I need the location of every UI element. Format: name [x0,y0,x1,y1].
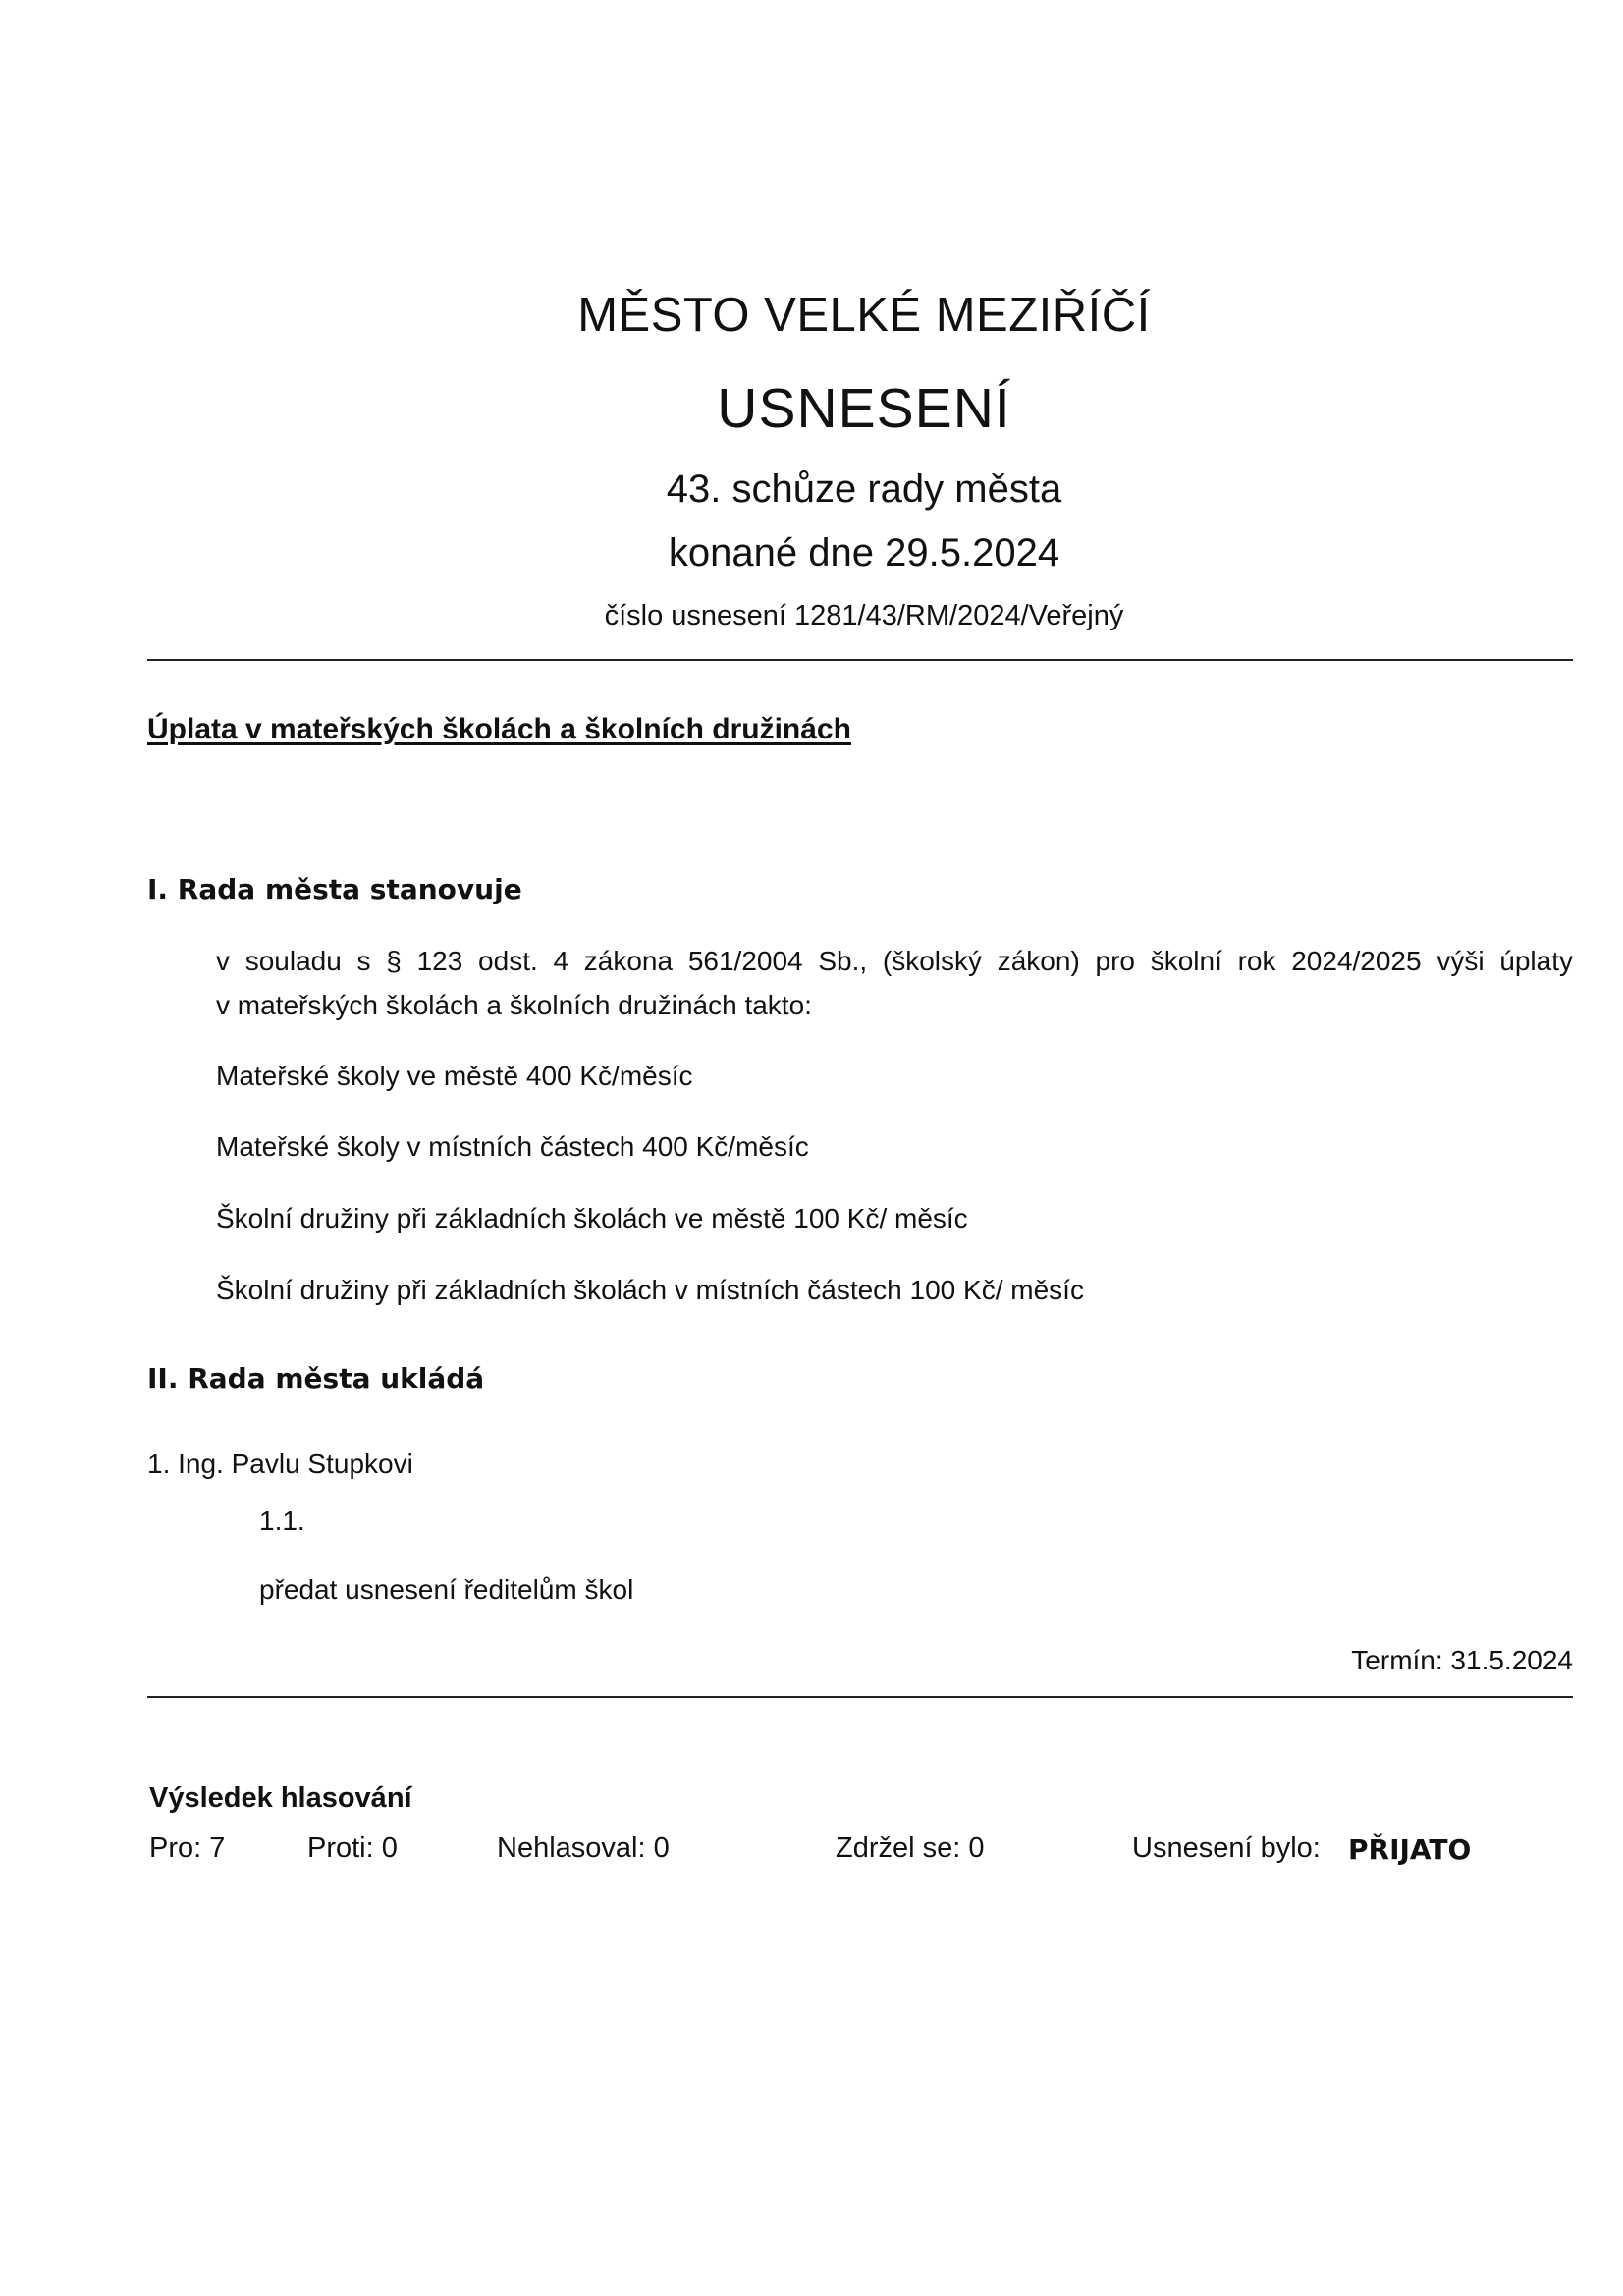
header-divider [147,659,1573,661]
vote-nehlasoval: Nehlasoval: 0 [497,1832,670,1864]
fee-item: Školní družiny při základních školách ve městě 100 Kč/ měsíc [216,1203,968,1233]
voting-title: Výsledek hlasování [149,1782,412,1814]
vote-zdrzel: Zdržel se: 0 [836,1832,985,1864]
city-name: MĚSTO VELKÉ MEZIŘÍČÍ [577,289,1151,342]
resolution-subject: Úplata v mateřských školách a školních družinách [147,713,851,745]
paragraph-line-1: v souladu s § 123 odst. 4 zákona 561/2004 Sb., (školský zákon) pro školní rok 2024/2025 výši úplaty [216,946,1573,976]
task-deadline: Termín: 31.5.2024 [1351,1645,1573,1675]
vote-proti: Proti: 0 [307,1832,398,1864]
section-1-paragraph [216,939,1573,1027]
fee-item: Školní družiny při základních školách v místních částech 100 Kč/ měsíc [216,1275,1084,1305]
section-2-heading: II. Rada města ukládá [147,1362,485,1394]
meeting-label: 43. schůze rady města [666,467,1062,511]
resolution-number: číslo usnesení 1281/43/RM/2024/Veřejný [604,600,1124,631]
meeting-date: konané dne 29.5.2024 [668,531,1060,574]
fee-item: Mateřské školy v místních částech 400 Kč/měsíc [216,1131,809,1162]
fee-item: Mateřské školy ve městě 400 Kč/měsíc [216,1061,693,1091]
task-item-text: předat usnesení ředitelům škol [259,1574,634,1605]
vote-result: PŘIJATO [1348,1833,1472,1866]
task-item-number: 1.1. [259,1505,305,1536]
document-title: USNESENÍ [717,377,1011,440]
vote-result-label: Usnesení bylo: [1132,1832,1321,1864]
paragraph-line-2: v mateřských školách a školních družinách takto: [216,990,812,1020]
vote-pro: Pro: 7 [149,1832,226,1864]
task-assignee: 1. Ing. Pavlu Stupkovi [147,1449,413,1479]
section-1-heading: I. Rada města stanovuje [147,873,522,905]
footer-divider [147,1696,1573,1698]
